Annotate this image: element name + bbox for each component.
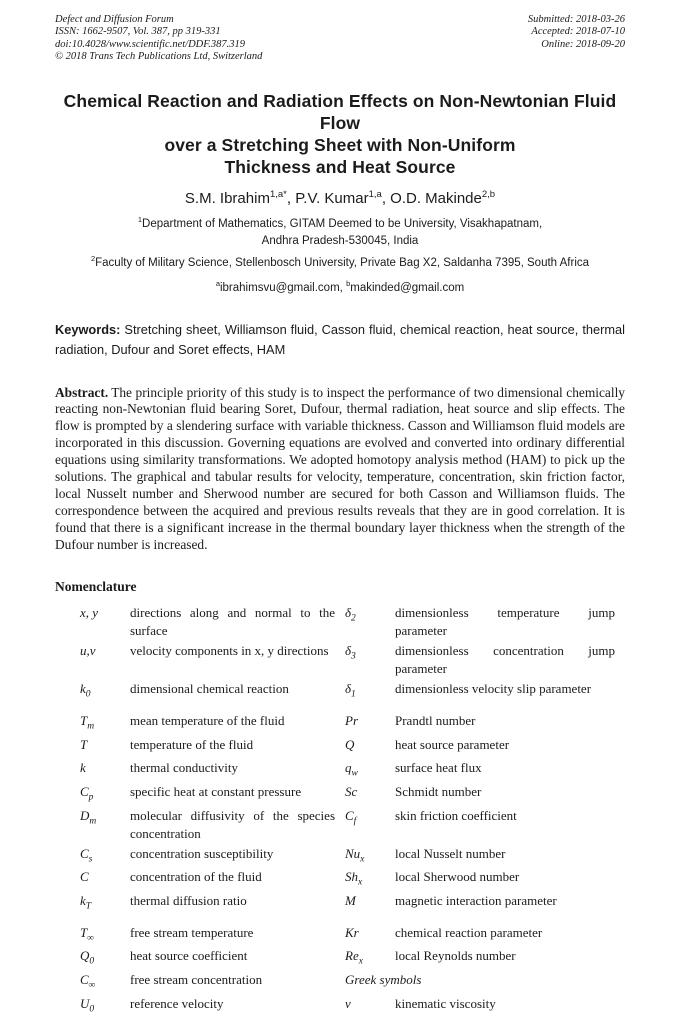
abstract-label: Abstract.	[55, 384, 109, 400]
nomenclature-row	[80, 736, 625, 758]
left-description: dimensional chemical reaction	[130, 681, 289, 697]
left-symbol	[80, 712, 130, 734]
author-separator: ,	[381, 189, 391, 207]
right-description: dimensionless velocity slip parameter	[395, 681, 592, 697]
right-symbol-base: q	[345, 760, 352, 776]
author-name: P.V. Kumar	[295, 189, 369, 207]
left-symbol-subscript: p	[88, 792, 94, 803]
left-symbol-base: Q	[80, 948, 90, 964]
nomenclature-row	[80, 680, 625, 702]
left-symbol-subscript: m	[87, 721, 95, 732]
right-symbol-base: δ	[345, 643, 352, 659]
affiliation-text: Department of Mathematics, GITAM Deemed to be University, Visakhapatnam, Andhra Pradesh-530045, India	[142, 217, 543, 247]
nomenclature-row	[80, 783, 625, 805]
nomenclature-row	[80, 947, 625, 969]
left-symbol-base: k	[80, 760, 86, 776]
nomenclature-row	[80, 604, 625, 640]
left-description: thermal conductivity	[130, 760, 238, 776]
journal-info-line: doi:10.4028/www.scientific.net/DDF.387.319	[55, 38, 246, 50]
right-symbol-subscript: x	[358, 957, 363, 968]
left-symbol-base: C	[80, 972, 89, 988]
nomenclature-row	[80, 807, 625, 843]
right-description: local Nusselt number	[395, 845, 506, 861]
left-symbol	[80, 924, 130, 946]
left-symbol-base: k	[80, 681, 86, 697]
nomenclature-table	[55, 604, 625, 1016]
left-symbol-base: k	[80, 893, 86, 909]
right-symbol	[345, 947, 395, 969]
right-symbol-base: Nu	[345, 845, 361, 861]
email	[215, 279, 347, 294]
journal-info	[55, 14, 262, 64]
right-symbol-base: δ	[345, 681, 352, 697]
journal-meta-header	[55, 14, 625, 64]
right-symbol-base: Pr	[345, 712, 358, 728]
left-symbol-base: T	[80, 924, 88, 940]
emails-line	[55, 279, 625, 294]
right-description: Prandtl number	[395, 712, 476, 728]
left-symbol-subscript: 0	[85, 689, 91, 700]
left-symbol-subscript: T	[85, 901, 92, 912]
left-symbol	[80, 947, 130, 969]
right-symbol-base: C	[345, 807, 354, 823]
left-description: temperature of the fluid	[130, 736, 254, 752]
left-symbol-subscript: 0	[89, 1004, 95, 1015]
author-affiliation-marker: 1,a	[368, 188, 382, 200]
left-symbol	[80, 845, 130, 867]
author-separator: ,	[286, 189, 296, 207]
right-symbol	[345, 712, 395, 734]
right-description: dimensionless temperature jump parameter	[395, 605, 615, 639]
left-description: mean temperature of the fluid	[130, 712, 285, 728]
keywords-label: Keywords:	[55, 321, 121, 337]
left-description: reference velocity	[130, 995, 224, 1011]
right-symbol	[345, 783, 395, 805]
email	[346, 279, 465, 294]
right-description	[395, 971, 625, 993]
abstract-block	[55, 385, 625, 554]
submission-dates	[528, 14, 625, 64]
right-description: chemical reaction parameter	[395, 924, 543, 940]
left-description: molecular diffusivity of the species concentration	[130, 807, 335, 841]
right-description: Schmidt number	[395, 784, 482, 800]
left-symbol	[80, 680, 130, 702]
left-description: heat source coefficient	[130, 948, 248, 964]
abstract-text: The principle priority of this study is to inspect the performance of two dimensional chemically reacting non-Newtonian fluid bearing Soret, Dufour, thermal radiation, heat source and slip effects. The flow is prompted by a slendering surface with variable thickness. Casson and Williamson fluid models are incorporated in this discussion. Governing equations are evolved and converted into ordinary differential equations using similarity transformations. We adopted homotopy analysis method (HAM) to pick up the solutions. The graphical and tabular results for velocity, temperature, concentration, skin friction factor, local Nusselt number and Sherwood number are secured for both Casson and Williamson fluids. The correspondence between the acquired and previous results reveals that they are in good correlation. It is found that there is a significant increase in the thermal boundary layer thickness when the strength of the Dufour number is increased.	[55, 384, 625, 552]
affiliation	[55, 253, 625, 272]
email-address: ibrahimsvu@gmail.com	[219, 281, 340, 294]
affiliation-marker: 1	[137, 214, 143, 224]
left-description: velocity components in x, y directions	[130, 643, 329, 659]
nomenclature-heading: Nomenclature	[55, 579, 137, 595]
right-symbol	[345, 736, 395, 758]
right-description: heat source parameter	[395, 736, 510, 752]
nomenclature-row	[80, 868, 625, 890]
affiliation	[125, 214, 555, 250]
right-symbol-subscript: 2	[351, 614, 356, 625]
nomenclature-row	[80, 924, 625, 946]
left-symbol-base: T	[80, 736, 88, 752]
left-symbol	[80, 783, 130, 805]
left-description: directions along and normal to the surface	[130, 605, 335, 639]
paper-title	[55, 90, 625, 178]
submission-date-line: Submitted: 2018-03-26	[527, 14, 625, 25]
author-name: O.D. Makinde	[390, 189, 482, 207]
right-description: magnetic interaction parameter	[395, 893, 557, 909]
right-symbol-base: Greek symbols	[345, 972, 422, 988]
right-symbol	[345, 680, 395, 702]
paper-title-line: over a Stretching Sheet with Non-Uniform	[164, 134, 516, 155]
journal-info-line: ISSN: 1662-9507, Vol. 387, pp 319-331	[55, 26, 221, 38]
right-symbol-base: δ	[345, 605, 352, 621]
right-symbol	[345, 807, 395, 843]
left-symbol-subscript: ∞	[88, 980, 96, 991]
right-description: local Reynolds number	[395, 948, 516, 964]
author	[295, 190, 390, 207]
authors-line	[55, 189, 625, 207]
left-symbol	[80, 892, 130, 914]
left-symbol	[80, 759, 130, 781]
left-description: concentration susceptibility	[130, 845, 274, 861]
email-separator: ,	[339, 281, 347, 294]
right-symbol	[345, 924, 395, 946]
left-symbol-subscript: m	[89, 816, 97, 827]
left-symbol-base: T	[80, 712, 88, 728]
right-symbol-base: Kr	[345, 924, 359, 940]
right-description: surface heat flux	[395, 760, 482, 776]
left-description: concentration of the fluid	[130, 869, 262, 885]
submission-date-line: Online: 2018-09-20	[541, 38, 625, 50]
left-symbol	[80, 995, 130, 1017]
right-symbol	[345, 971, 422, 993]
affiliations	[55, 214, 625, 272]
left-symbol	[80, 642, 130, 678]
left-symbol-base: U	[80, 995, 90, 1011]
left-description: thermal diffusion ratio	[130, 893, 247, 909]
left-symbol-base: C	[80, 784, 89, 800]
right-symbol	[345, 604, 395, 640]
right-symbol-base: M	[345, 893, 356, 909]
left-symbol-base: C	[80, 869, 89, 885]
right-symbol	[345, 995, 395, 1017]
nomenclature-row	[80, 971, 625, 993]
right-symbol	[345, 642, 395, 678]
nomenclature-row	[80, 712, 625, 734]
right-symbol-base: ν	[345, 995, 351, 1011]
left-symbol-base: u,v	[80, 643, 96, 659]
right-description: dimensionless concentration jump parameter	[395, 643, 615, 677]
right-symbol	[345, 892, 395, 914]
right-description: kinematic viscosity	[395, 995, 496, 1011]
nomenclature-row	[80, 845, 625, 867]
right-symbol-base: Sh	[345, 869, 358, 885]
right-symbol-subscript: 1	[351, 689, 356, 700]
right-description: local Sherwood number	[395, 869, 520, 885]
left-symbol	[80, 971, 130, 993]
left-symbol-subscript: 0	[89, 957, 95, 968]
left-symbol	[80, 868, 130, 890]
right-symbol-base: Re	[345, 948, 359, 964]
left-description: free stream temperature	[130, 924, 254, 940]
left-symbol-subscript: ∞	[87, 933, 95, 944]
journal-info-line: Defect and Diffusion Forum	[55, 14, 174, 25]
left-symbol	[80, 807, 130, 843]
author-name: S.M. Ibrahim	[184, 189, 270, 207]
email-marker: a	[215, 279, 220, 289]
left-symbol-base: D	[80, 807, 90, 823]
author	[185, 190, 295, 207]
left-description: free stream concentration	[130, 972, 263, 988]
nomenclature-row	[80, 892, 625, 914]
affiliation-text: Faculty of Military Science, Stellenbosch University, Private Bag X2, Saldanha 7395, South Africa	[95, 256, 590, 269]
left-symbol-subscript: s	[88, 854, 93, 865]
submission-date-line: Accepted: 2018-07-10	[531, 26, 625, 38]
author-affiliation-marker: 2,b	[481, 188, 496, 200]
author-affiliation-marker: 1,a*	[269, 188, 287, 200]
email-marker: b	[346, 279, 351, 289]
right-symbol	[345, 759, 395, 781]
right-symbol-subscript: x	[360, 854, 365, 865]
nomenclature-row	[80, 995, 625, 1017]
nomenclature-row	[80, 759, 625, 781]
right-description: skin friction coefficient	[395, 807, 517, 823]
right-symbol-subscript: 3	[351, 651, 356, 662]
author	[390, 190, 495, 207]
right-symbol-subscript: x	[358, 877, 363, 888]
left-description: specific heat at constant pressure	[130, 784, 302, 800]
right-symbol-base: Sc	[345, 784, 358, 800]
journal-info-line: © 2018 Trans Tech Publications Ltd, Switzerland	[55, 51, 263, 63]
right-symbol-subscript: f	[353, 816, 357, 827]
left-symbol	[80, 604, 130, 640]
right-symbol-base: Q	[345, 736, 355, 752]
right-symbol	[345, 845, 395, 867]
keywords-block	[55, 320, 625, 360]
left-symbol	[80, 736, 130, 758]
paper-title-line: Chemical Reaction and Radiation Effects on Non-Newtonian Fluid Flow	[63, 90, 617, 133]
right-symbol-subscript: w	[351, 768, 358, 779]
nomenclature-row	[80, 642, 625, 678]
right-symbol	[345, 868, 395, 890]
paper-title-line: Thickness and Heat Source	[224, 156, 456, 177]
left-symbol-base: x, y	[80, 605, 99, 621]
left-symbol-base: C	[80, 845, 89, 861]
keywords-text: Stretching sheet, Williamson fluid, Casson fluid, chemical reaction, heat source, thermal radiation, Dufour and Soret effects, HAM	[55, 321, 625, 357]
email-address: makinded@gmail.com	[350, 281, 465, 294]
affiliation-marker: 2	[90, 254, 96, 264]
